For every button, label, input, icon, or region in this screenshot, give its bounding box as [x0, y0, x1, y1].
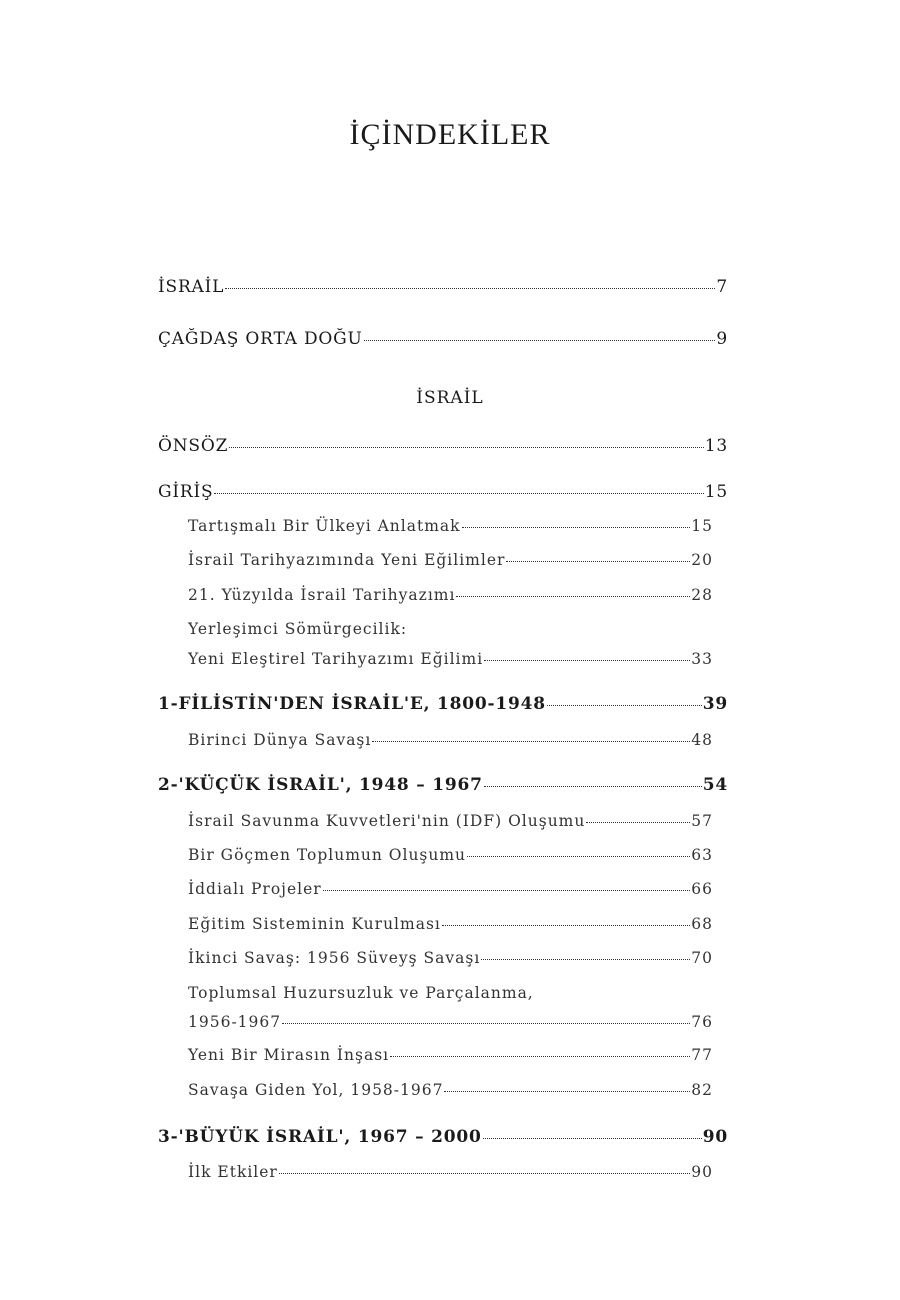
toc-entry-page: 39 — [702, 694, 728, 714]
leader-dots — [442, 925, 690, 926]
toc-entry-page: 76 — [691, 1013, 713, 1031]
toc-entry-israil[interactable] — [158, 277, 728, 297]
toc-entry-page: 7 — [716, 277, 728, 297]
leader-dots — [456, 596, 690, 597]
toc-entry-page: 57 — [691, 812, 713, 830]
toc-subentry[interactable] — [188, 1046, 713, 1064]
toc-entry-label: 3-'BÜYÜK İSRAİL', 1967 – 2000 — [158, 1127, 482, 1147]
toc-entry-page: 90 — [702, 1127, 728, 1147]
toc-entry-label: 2-'KÜÇÜK İSRAİL', 1948 – 1967 — [158, 775, 483, 795]
leader-dots — [279, 1173, 690, 1174]
leader-dots — [481, 959, 690, 960]
toc-subentry[interactable] — [188, 731, 713, 749]
toc-entry-page: 77 — [691, 1046, 713, 1064]
leader-dots — [364, 340, 716, 341]
toc-subentry[interactable] — [188, 1163, 713, 1181]
leader-dots — [547, 705, 702, 706]
leader-dots — [462, 527, 691, 528]
leader-dots — [225, 288, 715, 289]
leader-dots — [214, 493, 703, 494]
toc-entry-label: Bir Göçmen Toplumun Oluşumu — [188, 846, 467, 864]
toc-entry-page: 20 — [691, 551, 713, 569]
toc-entry-page: 63 — [691, 846, 713, 864]
toc-entry-label: Yeni Eleştirel Tarihyazımı Eğilimi — [188, 650, 484, 668]
toc-entry-page: 15 — [691, 517, 713, 535]
toc-entry-label: Savaşa Giden Yol, 1958-1967 — [188, 1081, 444, 1099]
toc-subentry[interactable] — [188, 650, 713, 668]
leader-dots — [323, 890, 691, 891]
toc-subentry[interactable] — [188, 586, 713, 604]
leader-dots — [467, 856, 690, 857]
toc-entry-page: 54 — [702, 775, 728, 795]
toc-entry-label: İkinci Savaş: 1956 Süveyş Savaşı — [188, 949, 481, 967]
toc-entry-label: Yeni Bir Mirasın İnşası — [188, 1046, 390, 1064]
toc-entry-label: İsrail Savunma Kuvvetleri'nin (IDF) Oluşumu — [188, 812, 586, 830]
toc-entry-chapter-3[interactable] — [158, 1127, 728, 1147]
toc-entry-page: 90 — [691, 1163, 713, 1181]
toc-subentry[interactable] — [188, 1013, 713, 1031]
toc-subentry[interactable] — [188, 1081, 713, 1099]
leader-dots — [506, 561, 690, 562]
toc-entry-page: 68 — [691, 915, 713, 933]
toc-entry-label: Birinci Dünya Savaşı — [188, 731, 372, 749]
leader-dots — [484, 660, 690, 661]
toc-subentry-first-line: Toplumsal Huzursuzluk ve Parçalanma, — [188, 984, 534, 1002]
toc-entry-label: 21. Yüzyılda İsrail Tarihyazımı — [188, 586, 456, 604]
toc-entry-label: İsrail Tarihyazımında Yeni Eğilimler — [188, 551, 506, 569]
toc-entry-page: 33 — [691, 650, 713, 668]
toc-entry-label: ÇAĞDAŞ ORTA DOĞU — [158, 329, 363, 349]
toc-entry-label: GİRİŞ — [158, 482, 214, 502]
leader-dots — [483, 1138, 702, 1139]
toc-entry-page: 9 — [716, 329, 728, 349]
leader-dots — [390, 1056, 690, 1057]
toc-entry-page: 48 — [691, 731, 713, 749]
toc-entry-label: İlk Etkiler — [188, 1163, 278, 1181]
toc-entry-label: Eğitim Sisteminin Kurulması — [188, 915, 441, 933]
toc-subentry[interactable] — [188, 915, 713, 933]
toc-subentry[interactable] — [188, 517, 713, 535]
toc-entry-chapter-1[interactable] — [158, 694, 728, 714]
leader-dots — [229, 447, 704, 448]
leader-dots — [372, 741, 690, 742]
leader-dots — [586, 822, 690, 823]
toc-entry-page: 28 — [691, 586, 713, 604]
toc-entry-page: 82 — [691, 1081, 713, 1099]
toc-entry-cagdas-orta-dogu[interactable] — [158, 329, 728, 349]
toc-subentry[interactable] — [188, 949, 713, 967]
toc-subentry[interactable] — [188, 812, 713, 830]
toc-entry-label: Tartışmalı Bir Ülkeyi Anlatmak — [188, 517, 461, 535]
toc-entry-onsoz[interactable] — [158, 436, 728, 456]
toc-entry-page: 15 — [704, 482, 728, 502]
toc-entry-chapter-2[interactable] — [158, 775, 728, 795]
toc-entry-page: 13 — [704, 436, 728, 456]
page-title: İÇİNDEKİLER — [349, 118, 551, 151]
toc-entry-label: ÖNSÖZ — [158, 436, 229, 456]
toc-entry-label: İSRAİL — [158, 277, 225, 297]
toc-subentry-first-line: Yerleşimci Sömürgecilik: — [188, 620, 408, 638]
leader-dots — [444, 1091, 690, 1092]
toc-subentry[interactable] — [188, 846, 713, 864]
leader-dots — [282, 1023, 690, 1024]
toc-entry-giris[interactable] — [158, 482, 728, 502]
toc-entry-page: 66 — [691, 880, 713, 898]
leader-dots — [484, 786, 702, 787]
toc-subentry[interactable] — [188, 551, 713, 569]
toc-subentry[interactable] — [188, 880, 713, 898]
toc-entry-page: 70 — [691, 949, 713, 967]
section-heading: İSRAİL — [416, 388, 484, 408]
toc-entry-label: 1956-1967 — [188, 1013, 282, 1031]
toc-entry-label: 1-FİLİSTİN'DEN İSRAİL'E, 1800-1948 — [158, 694, 546, 714]
toc-entry-label: İddialı Projeler — [188, 880, 322, 898]
